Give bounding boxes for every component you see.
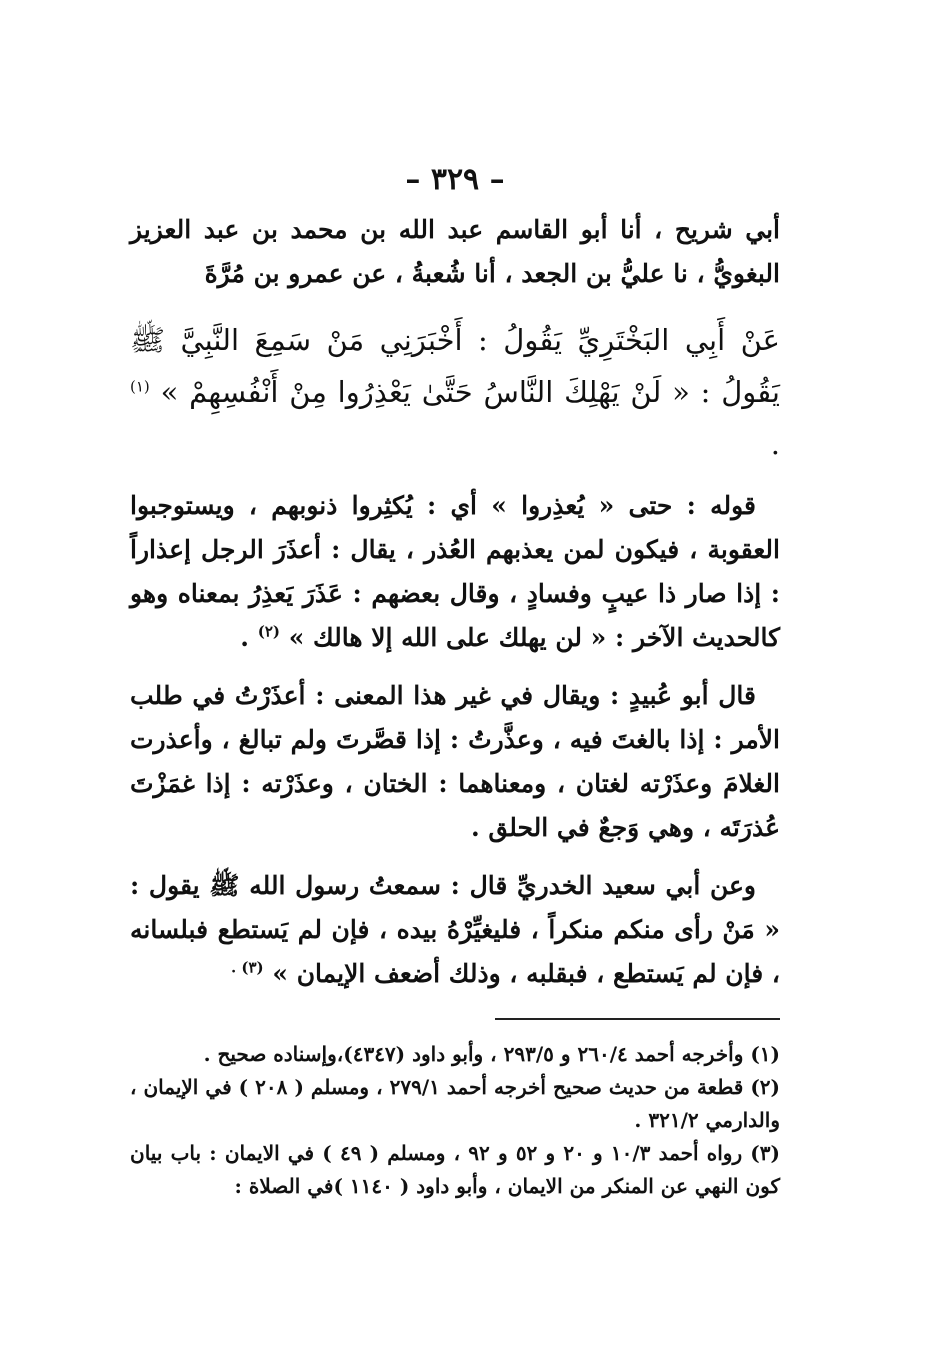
footnote-marker-2: (٢) <box>257 622 280 641</box>
book-page <box>130 160 780 1203</box>
hadith-text: عَنْ أَبِي البَخْتَرِيِّ يَقُولُ : أَخْبَرَنِي مَنْ سَمِعَ النَّبِيَّ ﷺ يَقُولُ : « لَنْ يَهْلِكَ النَّاسُ حَتَّىٰ يَعْذِرُوا مِنْ أَنْفُسِهِمْ » <box>130 323 780 409</box>
footnote-3: (٣) رواه أحمد ١٠/٣ و ٢٠ و ٥٢ و ٩٢ ، ومسلم ( ٤٩ ) في الايمان : باب بيان كون النهي عن المنكر من الايمان ، وأبو داود ( ١١٤٠ )في الصلاة : <box>130 1141 780 1198</box>
hadith-paragraph: عَنْ أَبِي البَخْتَرِيِّ يَقُولُ : أَخْبَرَنِي مَنْ سَمِعَ النَّبِيَّ ﷺ يَقُولُ : « لَنْ يَهْلِكَ النَّاسُ حَتَّىٰ يَعْذِرُوا مِنْ أَنْفُسِهِمْ » $^{(١)}$ . <box>130 323 780 461</box>
explanation-text: قوله : حتى « يُعذِروا » أي : يُكثِروا ذنوبهم ، ويستوجبوا العقوبة ، فيكون لمن يعذبهم العُذر ، يقال : أعذَرَ الرجل إعذاراً : إذا صار ذا عيبٍ وفسادٍ ، وقال بعضهم : عَذَرَ يَعذِرُ بمعناه وهو كالحديث الآخر : « لن يهلك على الله إلا هالك » <box>130 491 781 652</box>
abu-said-paragraph <box>130 864 780 996</box>
footnotes <box>130 1038 780 1203</box>
footnote-marker-3: (٣) . <box>230 958 264 977</box>
footnote-1: (١) وأخرجه أحمد ٢٦٠/٤ و ٢٩٣/٥ ، وأبو داود (٤٣٤٧)،وإسناده صحيح . <box>203 1042 780 1066</box>
isnad-paragraph: أبي شريح ، أنا أبو القاسم عبد الله بن محمد بن عبد العزيز البغويُّ ، نا عليُّ بن الجعد ، أنا شُعبةُ ، عن عمرو بن مُرَّةَ <box>130 215 780 288</box>
footnote-marker-1: (١) <box>130 377 150 396</box>
explanation-paragraph: قوله : حتى « يُعذِروا » أي : يُكثِروا ذنوبهم ، ويستوجبوا العقوبة ، فيكون لمن يعذبهم العُذر ، يقال : أعذَرَ الرجل إعذاراً : إذا صار ذا عيبٍ وفسادٍ ، وقال بعضهم : عَذَرَ يَعذِرُ بمعناه وهو كالحديث الآخر : « لن يهلك على الله إلا هالك » $^{(٢)}$ . <box>130 491 781 652</box>
abu-said-text: وعن أبي سعيد الخدريِّ قال : سمعتُ رسول الله ﷺ يقول : « مَنْ رأى منكم منكراً ، فليغيِّرْهُ بيده ، فإن لم يَستطع فبلسانه ، فإن لم يَستطع ، فبقلبه ، وذلك أضعف الإيمان » <box>130 871 780 988</box>
footnote-2: (٢) قطعة من حديث صحيح أخرجه أحمد ٢٧٩/١ ، ومسلم ( ٢٠٨ ) في الإيمان ، والدارمي ٣٢١/٢ . <box>130 1075 781 1132</box>
page-number: – ٣٢٩ – <box>405 162 505 197</box>
footnote-divider <box>495 1018 780 1020</box>
abu-ubaid-paragraph: قال أبو عُبيدٍ : ويقال في غير هذا المعنى : أعذَرْتُ في طلب الأمر : إذا بالغتَ فيه ، وعذَّرتُ : إذا قصَّرتَ ولم تبالغ ، وأعذرت الغلامَ وعذَرْته لغتان ، ومعناهما : الختان ، وعذَرْته : إذا غمَزْتَ عُذرَتَه ، وهي وَجعٌ في الحلق . <box>130 681 780 842</box>
